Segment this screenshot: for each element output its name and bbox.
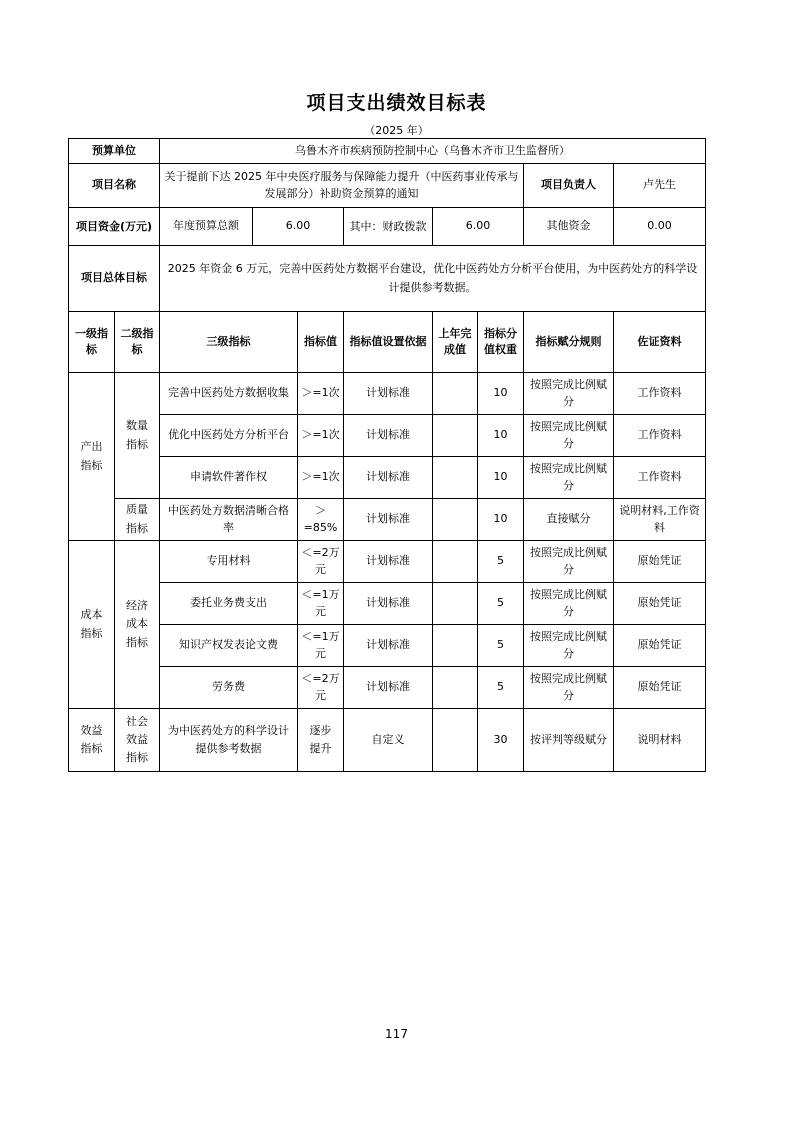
indicator-name: 委托业务费支出 bbox=[160, 583, 298, 625]
header-evidence: 佐证资料 bbox=[614, 312, 706, 373]
indicator-name: 中医药处方数据清晰合格率 bbox=[160, 499, 298, 541]
annual-budget-value: 6.00 bbox=[253, 208, 344, 246]
indicator-evidence: 原始凭证 bbox=[614, 583, 706, 625]
fund-row bbox=[69, 208, 706, 246]
indicator-evidence: 原始凭证 bbox=[614, 625, 706, 667]
group-cost: 成本指标 bbox=[69, 541, 115, 709]
header-last-year: 上年完成值 bbox=[433, 312, 478, 373]
goal-value: 2025 年资金 6 万元，完善中医药处方数据平台建设，优化中医药处方分析平台使用，为中医药处方的科学设计提供参考数据。 bbox=[160, 246, 706, 312]
group-social: 社会效益指标 bbox=[115, 709, 160, 772]
indicator-name: 完善中医药处方数据收集 bbox=[160, 373, 298, 415]
indicator-evidence: 说明材料,工作资料 bbox=[614, 499, 706, 541]
indicator-name: 申请软件著作权 bbox=[160, 457, 298, 499]
indicator-last-year bbox=[433, 499, 478, 541]
indicator-name: 劳务费 bbox=[160, 667, 298, 709]
indicator-weight: 10 bbox=[478, 499, 524, 541]
year-label: （2025 年） bbox=[364, 124, 429, 137]
indicator-name: 优化中医药处方分析平台 bbox=[160, 415, 298, 457]
indicator-value: ＜=2万元 bbox=[298, 541, 344, 583]
table-row bbox=[69, 373, 706, 415]
indicator-weight: 10 bbox=[478, 415, 524, 457]
indicator-basis: 计划标准 bbox=[344, 667, 433, 709]
table-row bbox=[69, 709, 706, 772]
indicator-rule: 直接赋分 bbox=[524, 499, 614, 541]
header-value: 指标值 bbox=[298, 312, 344, 373]
indicator-last-year bbox=[433, 415, 478, 457]
table-row bbox=[69, 457, 706, 499]
indicator-value: ＞=1次 bbox=[298, 415, 344, 457]
group-quantity: 数量指标 bbox=[115, 373, 160, 499]
indicator-evidence: 说明材料 bbox=[614, 709, 706, 772]
indicator-basis: 计划标准 bbox=[344, 373, 433, 415]
project-name-value: 关于提前下达 2025 年中央医疗服务与保障能力提升（中医药事业传承与发展部分）补助资金预算的通知 bbox=[160, 164, 524, 208]
fiscal-value: 6.00 bbox=[433, 208, 524, 246]
leader-value: 卢先生 bbox=[614, 164, 706, 208]
project-name-row bbox=[69, 164, 706, 208]
header-rule: 指标赋分规则 bbox=[524, 312, 614, 373]
indicator-basis: 计划标准 bbox=[344, 625, 433, 667]
indicator-last-year bbox=[433, 667, 478, 709]
indicator-value: ＞=1次 bbox=[298, 457, 344, 499]
page-number: 117 bbox=[385, 1027, 408, 1041]
indicator-value: ＜=2万元 bbox=[298, 667, 344, 709]
goal-row bbox=[69, 246, 706, 312]
indicator-evidence: 原始凭证 bbox=[614, 667, 706, 709]
indicator-weight: 5 bbox=[478, 625, 524, 667]
indicator-rule: 按照完成比例赋分 bbox=[524, 667, 614, 709]
indicator-rule: 按照完成比例赋分 bbox=[524, 583, 614, 625]
indicator-value: ＜=1万元 bbox=[298, 583, 344, 625]
indicator-rule: 按评判等级赋分 bbox=[524, 709, 614, 772]
annual-budget-label: 年度预算总额 bbox=[160, 208, 253, 246]
indicator-basis: 计划标准 bbox=[344, 457, 433, 499]
indicator-name: 知识产权发表论文费 bbox=[160, 625, 298, 667]
indicator-rule: 按照完成比例赋分 bbox=[524, 541, 614, 583]
indicator-last-year bbox=[433, 541, 478, 583]
indicator-weight: 5 bbox=[478, 541, 524, 583]
table-row bbox=[69, 499, 706, 541]
table-row bbox=[69, 415, 706, 457]
indicator-last-year bbox=[433, 373, 478, 415]
indicator-evidence: 工作资料 bbox=[614, 415, 706, 457]
indicator-value: ＞=85% bbox=[298, 499, 344, 541]
indicator-basis: 计划标准 bbox=[344, 499, 433, 541]
indicator-basis: 计划标准 bbox=[344, 583, 433, 625]
indicator-value: 逐步提升 bbox=[298, 709, 344, 772]
group-quality: 质量指标 bbox=[115, 499, 160, 541]
header-row bbox=[69, 312, 706, 373]
indicator-weight: 5 bbox=[478, 583, 524, 625]
fund-label: 项目资金(万元) bbox=[69, 208, 160, 246]
indicator-evidence: 工作资料 bbox=[614, 457, 706, 499]
indicator-rule: 按照完成比例赋分 bbox=[524, 457, 614, 499]
indicator-rule: 按照完成比例赋分 bbox=[524, 415, 614, 457]
indicator-weight: 30 bbox=[478, 709, 524, 772]
header-basis: 指标值设置依据 bbox=[344, 312, 433, 373]
indicator-last-year bbox=[433, 457, 478, 499]
indicator-weight: 5 bbox=[478, 667, 524, 709]
project-name-label: 项目名称 bbox=[69, 164, 160, 208]
group-economic: 经济成本指标 bbox=[115, 541, 160, 709]
fiscal-label: 其中：财政拨款 bbox=[344, 208, 433, 246]
unit-value: 乌鲁木齐市疾病预防控制中心（乌鲁木齐市卫生监督所） bbox=[160, 139, 706, 164]
table-row bbox=[69, 541, 706, 583]
indicator-evidence: 原始凭证 bbox=[614, 541, 706, 583]
indicator-weight: 10 bbox=[478, 373, 524, 415]
indicator-basis: 计划标准 bbox=[344, 415, 433, 457]
indicator-value: ＜=1万元 bbox=[298, 625, 344, 667]
indicator-weight: 10 bbox=[478, 457, 524, 499]
header-level3: 三级指标 bbox=[160, 312, 298, 373]
unit-label: 预算单位 bbox=[69, 139, 160, 164]
group-output: 产出指标 bbox=[69, 373, 115, 541]
other-funds-label: 其他资金 bbox=[524, 208, 614, 246]
header-weight: 指标分值权重 bbox=[478, 312, 524, 373]
group-benefit: 效益指标 bbox=[69, 709, 115, 772]
indicator-last-year bbox=[433, 583, 478, 625]
unit-row bbox=[69, 139, 706, 164]
table-row bbox=[69, 667, 706, 709]
indicator-rule: 按照完成比例赋分 bbox=[524, 625, 614, 667]
other-funds-value: 0.00 bbox=[614, 208, 706, 246]
indicator-value: ＞=1次 bbox=[298, 373, 344, 415]
indicator-basis: 计划标准 bbox=[344, 541, 433, 583]
indicator-last-year bbox=[433, 709, 478, 772]
indicator-evidence: 工作资料 bbox=[614, 373, 706, 415]
table-row bbox=[69, 583, 706, 625]
page-title: 项目支出绩效目标表 bbox=[306, 92, 487, 114]
indicator-basis: 自定义 bbox=[344, 709, 433, 772]
table-row bbox=[69, 625, 706, 667]
header-level1: 一级指标 bbox=[69, 312, 115, 373]
indicator-name: 专用材料 bbox=[160, 541, 298, 583]
indicator-name: 为中医药处方的科学设计提供参考数据 bbox=[160, 709, 298, 772]
goal-label: 项目总体目标 bbox=[69, 246, 160, 312]
indicator-last-year bbox=[433, 625, 478, 667]
indicator-rule: 按照完成比例赋分 bbox=[524, 373, 614, 415]
performance-table bbox=[68, 138, 706, 772]
header-level2: 二级指标 bbox=[115, 312, 160, 373]
leader-label: 项目负责人 bbox=[524, 164, 614, 208]
